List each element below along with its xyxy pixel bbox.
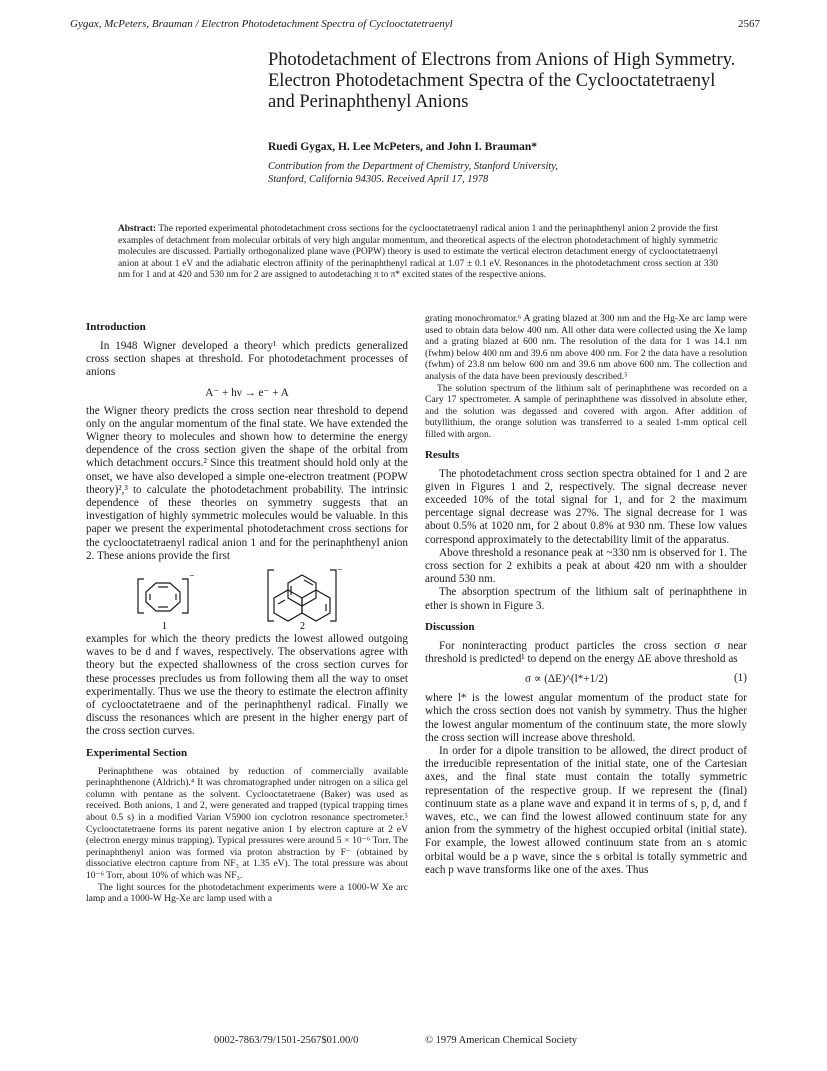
intro-paragraph-2: the Wigner theory predicts the cross section near threshold to depend only on the angular momentum of the final state. We have extended the Wigner theory to molecules and shown how to determine the energy dependence of the cross section given the shape of the orbital from which detachment occurs.² Since this treatment should hold only at the onset, we have also developed a simple one-electron treatment (POPW theory)²,³ to calculate the photodetachment probability. The intrinsic dependence of these theories on symmetry suggests that an investigation of highly symmetric molecules would be valuable. In this paper we present the experimental photodetachment cross sections for the cyclooctatetraenyl radical anion 1 and for the perinaphthenyl anion 2. These anions provide the first	[86, 404, 408, 562]
structure-1-charge: ⁻	[189, 572, 195, 585]
structure-2-label: 2	[300, 621, 305, 632]
discussion-paragraph-3: In order for a dipole transition to be allowed, the direct product of the irreducible representation of the initial state, one of the Cartesian axes, and the final state must contain the totally symmetric representation of the respective group. If we represent the (final) continuum state as a plane wave and expand it in terms of s, p, d, and f waves, etc., we can find the lowest allowed continuum state for any anion from the symmetry of the highest occupied orbital (initial state). For example, the lowest allowed continuum state from an s atomic orbital would be a p wave, since the s orbital is totally symmetric and each p wave transforms like one of the axes. Thus	[425, 744, 747, 876]
experimental-paragraph-3: grating monochromator.⁶ A grating blazed at 300 nm and the Hg-Xe arc lamp were used to obtain data below 400 nm. All other data were collected using the Xe lamp and a grating blazed at 600 nm. The resolution of the data for 1 was 14.1 nm (fwhm) below 400 nm and 39.6 nm above 400 nm. For 2 the data have a resolution (fwhm) of 23.8 nm below 600 nm and 39.6 nm above 600 nm. The collection and analysis of the data have been previously described.⁵	[425, 313, 747, 382]
results-heading: Results	[425, 448, 460, 461]
right-column	[425, 313, 747, 877]
results-paragraph-2: Above threshold a resonance peak at ~330 nm is observed for 1. The cross section for 2 exhibits a peak at about 420 nm with a shoulder around 530 nm.	[425, 546, 747, 586]
intro-paragraph-1: In 1948 Wigner developed a theory¹ which predicts generalized cross section shapes at threshold. For photodetachment processes of anions	[86, 340, 408, 379]
structure-2-charge: ⁻	[337, 567, 343, 579]
abstract	[118, 224, 718, 282]
equation-1-number: (1)	[733, 672, 747, 685]
left-column	[86, 313, 408, 905]
footer-code: 0002-7863/79/1501-2567$01.00/0	[214, 1035, 359, 1046]
results-paragraph-3: The absorption spectrum of the lithium salt of perinaphthene in ether is shown in Figure 3.	[425, 586, 747, 612]
article-title: Photodetachment of Electrons from Anions of High Symmetry. Electron Photodetachment Spectra of the Cyclooctatetraenyl and Perinaphthenyl Anions	[268, 50, 736, 112]
reaction-equation: A⁻ + hν → e⁻ + A	[205, 386, 289, 399]
author-list: Ruedi Gygax, H. Lee McPeters, and John I. Brauman*	[268, 141, 537, 153]
experimental-heading: Experimental Section	[86, 746, 188, 759]
page-number: 2567	[738, 18, 760, 30]
discussion-heading: Discussion	[425, 620, 475, 633]
discussion-paragraph-1: For noninteracting product particles the cross section σ near threshold is predicted¹ to depend on the energy ΔE above threshold as	[425, 639, 747, 665]
running-head	[70, 18, 760, 30]
affiliation-line-1: Contribution from the Department of Chemistry, Stanford University,	[268, 161, 559, 172]
experimental-paragraph-2: The light sources for the photodetachment experiments were a 1000-W Xe arc lamp and a 1000-W Hg-Xe arc lamp used with a	[86, 881, 408, 905]
perinaphthenyl-structure	[268, 570, 336, 621]
equation-1	[425, 672, 747, 686]
abstract-label: Abstract:	[118, 224, 157, 234]
intro-paragraph-3: examples for which the theory predicts the lowest allowed outgoing waves to be d and f waves, respectively. The observations agree with theory but the expected shallowness of the cross section curves for these processes precludes us from following them all the way to onset experimentally. Thus we use the theory to estimate the electron affinity of cyclooctatetraene and of the perinaphthenyl radical. Finally we discuss the resonances which are present in the higher energy part of the cross section curves.	[86, 633, 408, 738]
chemical-structures	[86, 567, 408, 631]
affiliation	[268, 160, 748, 186]
running-head-text: Gygax, McPeters, Brauman / Electron Photodetachment Spectra of Cyclooctatetraenyl	[70, 18, 453, 30]
introduction-heading: Introduction	[86, 321, 146, 333]
experimental-paragraph-1: Perinaphthene was obtained by reduction of commercially available perinaphthenone (Aldrich).⁴ It was chromatographed under nitrogen on a silica gel column with pentane as the solvent. Cyclooctatetraene (Baker) was used as received. Both anions, 1 and 2, were generated and trapped (typical trapping times about 0.5 s) in a modified Varian V5900 ion cyclotron resonance spectrometer.⁵ Cyclooctatetraene forms its parent negative anion 1 by electron capture at 2 eV (electron energy minus trapping). Typical pressures were around 5 × 10⁻⁶ Torr. The perinaphthenyl anion was formed via proton abstraction by F⁻ (obtained by dissociative electron capture from NF₃ at 1.35 eV). The total pressure was about 10⁻⁶ Torr, about 10% of which was NF₃.	[86, 765, 408, 882]
results-paragraph-1: The photodetachment cross section spectra obtained for 1 and 2 are given in Figures 1 and 2, respectively. The signal decrease never exceeded 10% of the total signal for 1, and for 2 the maximum percentage signal decrease was 27%. The signal decrease for 1 was about 0.5% at 1020 nm, for 2 about 0.8% at 930 nm. These low values correspond approximately to the detectability limit of the apparatus.	[425, 467, 747, 546]
structures-drawing	[86, 567, 408, 631]
discussion-paragraph-2: where l* is the lowest angular momentum of the product state for which the cross section does not vanish by symmetry. Thus the higher the lowest angular momentum of the continuum state, the more slowly the cross section will increase above threshold.	[425, 692, 747, 744]
affiliation-line-2: Stanford, California 94305. Received April 17, 1978	[268, 174, 489, 185]
footer-copyright: © 1979 American Chemical Society	[425, 1035, 578, 1046]
abstract-text: The reported experimental photodetachment cross sections for the cyclooctatetraenyl radical anion 1 and the perinaphthenyl anion 2 provide the first examples of detachment from molecular orbitals of very high angular momentum, and theoretical aspects of the electron photodetachment of highly symmetric molecules are discussed. Partially orthogonalized plane wave (POPW) theory is used to estimate the vertical electron detachment energy of cyclooctatetraenyl anion at about 1 eV and the adiabatic electron affinity of the perinaphthenyl radical at 1.07 ± 0.1 eV. Resonances in the photodetachment cross section at 330 nm for 1 and at 420 and 530 nm for 2 are assigned to autodetaching π to π* excited states of the respective anions.	[118, 224, 718, 281]
equation-1-body: σ ∝ (ΔE)^(l*+1/2)	[525, 673, 608, 686]
structure-1-label: 1	[162, 621, 167, 632]
experimental-paragraph-4: The solution spectrum of the lithium salt of perinaphthene was recorded on a Cary 17 spectrometer. A sample of perinaphthene was dissolved in absolute ether, and the solution was degassed and covered with argon. After addition of butyllithium, the orange solution was transferred to a sealed 1-mm optical cell filled with argon.	[425, 382, 747, 440]
cyclooctatetraenyl-structure	[138, 579, 188, 613]
